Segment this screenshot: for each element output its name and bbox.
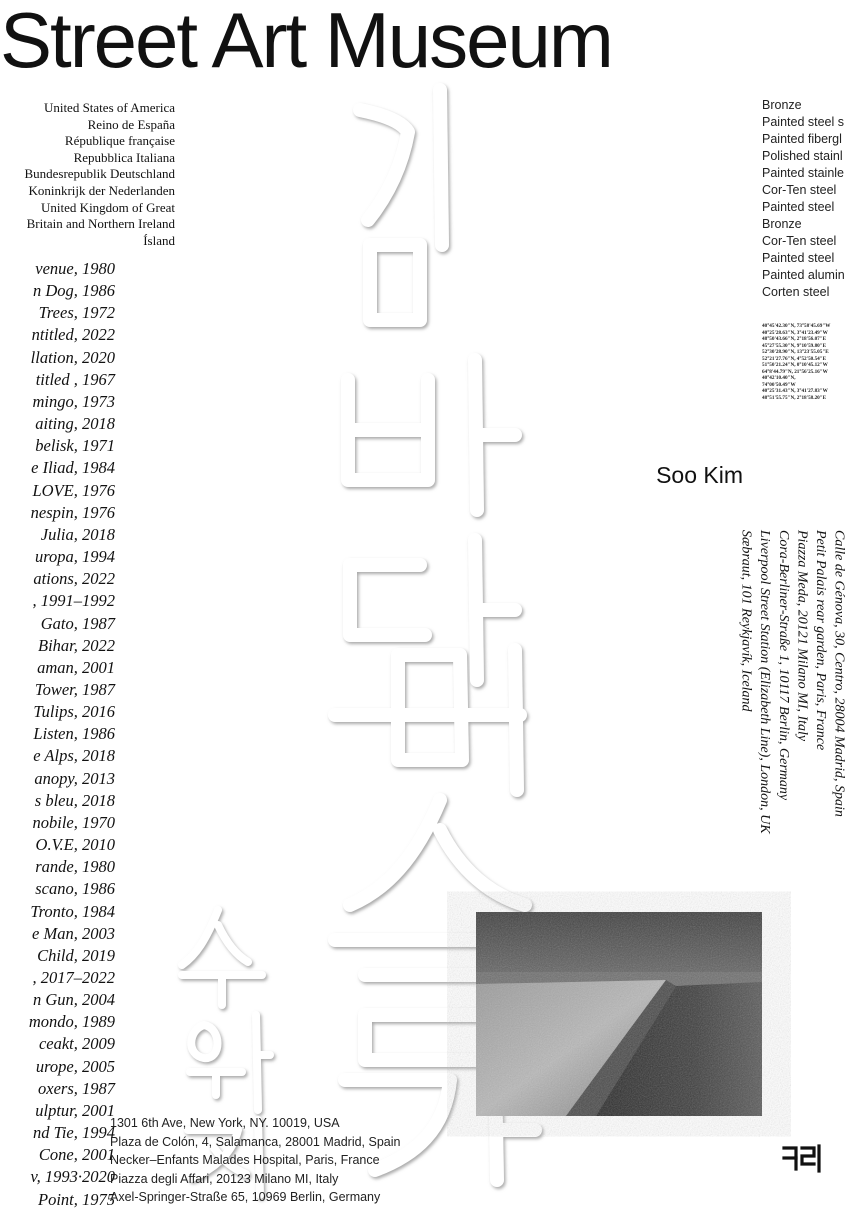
artwork-item: nespin, 1976: [30, 502, 115, 522]
country-item: United States of America: [43, 100, 175, 115]
bottom-address: Plaza de Colón, 4, Salamanca, 28001 Madrid, Spain: [110, 1134, 401, 1149]
artwork-item: ceakt, 2009: [38, 1034, 115, 1054]
material-item: Painted steel: [762, 251, 835, 265]
artwork-item: Cone, 2001: [38, 1145, 115, 1165]
artwork-item: uropa, 1994: [34, 547, 115, 567]
artwork-item: mingo, 1973: [32, 391, 115, 411]
artwork-item: belisk, 1971: [35, 436, 115, 456]
artwork-item: n Gun, 2004: [32, 990, 115, 1010]
coordinate-item: 45°27'55.30"N, 9°10'59.80"E: [762, 342, 827, 349]
artwork-item: Gato, 1987: [40, 613, 115, 633]
artwork-item: s bleu, 2018: [34, 790, 115, 810]
artwork-item: Point, 1975: [38, 1189, 115, 1209]
artwork-list: [29, 258, 115, 1211]
artwork-item: ations, 2022: [33, 569, 115, 589]
coordinate-item: 64°8'44.79"N, 21°56'25.16"W: [762, 368, 828, 375]
material-item: Cor-Ten steel: [762, 234, 837, 248]
vertical-address: Cora-Berliner-Straße 1, 10117 Berlin, Germany: [775, 530, 791, 801]
material-item: Painted fibergl: [762, 132, 842, 146]
artwork-item: Tronto, 1984: [30, 901, 115, 921]
bottom-address-list: [110, 1114, 400, 1207]
coordinate-item: 52°21'27.76"N, 4°52'50.54"E: [762, 355, 827, 362]
material-item: Bronze: [762, 98, 802, 112]
material-item: Painted alumin: [762, 268, 845, 282]
vertical-address: Liverpool Street Station (Elizabeth Line), London, UK: [757, 530, 773, 834]
artwork-item: urope, 2005: [35, 1056, 115, 1076]
coordinate-item: 48°51'55.75"N, 2°18'58.20"E: [762, 394, 827, 401]
country-item: Britain and Northern Ireland: [26, 216, 175, 232]
logo-mark-icon: [782, 1143, 822, 1173]
coordinate-list: [762, 323, 830, 401]
country-item: Repubblica Italiana: [73, 149, 175, 165]
artist-name: Soo Kim: [656, 462, 743, 488]
artwork-item: Tulips, 2016: [33, 702, 115, 722]
material-list: [762, 97, 845, 301]
country-item: Ísland: [143, 232, 175, 248]
vertical-address: Piazza Meda, 20121 Milano MI, Italy: [794, 530, 810, 742]
artwork-item: llation, 2020: [30, 347, 115, 367]
country-item: Koninkrijk der Nederlanden: [28, 182, 175, 198]
country-item: United Kingdom of Great: [41, 199, 175, 215]
artwork-item: Listen, 1986: [33, 724, 115, 744]
bottom-address: Axel-Springer-Straße 65, 10969 Berlin, Germany: [110, 1190, 381, 1204]
material-item: Corten steel: [762, 285, 830, 299]
coordinate-item: 40°45'42.30"N, 73°58'45.69"W: [762, 323, 831, 329]
material-item: Painted steel: [762, 200, 835, 214]
coordinate-item: 40°25'28.63"N, 3°41'23.49"W: [762, 329, 828, 336]
artwork-item: titled , 1967: [35, 369, 115, 389]
artwork-item: LOVE, 1976: [32, 480, 115, 500]
material-item: Bronze: [762, 217, 802, 231]
coordinate-item: 74°00'50.49"W: [762, 381, 796, 388]
bottom-address: Necker–Enfants Malades Hospital, Paris, France: [110, 1153, 380, 1167]
sculpture-photo: [476, 912, 762, 1116]
material-item: Cor-Ten steel: [762, 183, 837, 197]
artwork-item: mondo, 1989: [28, 1012, 115, 1032]
vertical-address: Calle de Génova, 30, Centro, 28004 Madrid, Spain: [831, 530, 847, 817]
coordinate-item: 52°30'28.90"N, 13°23'55.05"E: [762, 349, 829, 355]
coordinate-item: 51°50'21.24"N, 0°10'45.12"W: [762, 362, 828, 368]
artwork-item: aman, 2001: [37, 657, 115, 677]
artwork-item: , 2017–2022: [32, 968, 115, 987]
country-item: Bundesrepublik Deutschland: [24, 166, 175, 182]
vertical-address: Petit Palais rear garden, Paris, France: [812, 530, 828, 751]
artwork-item: ntitled, 2022: [31, 325, 115, 345]
material-item: Painted stainle: [762, 166, 845, 180]
artwork-item: venue, 1980: [35, 259, 115, 278]
country-item: Reino de España: [87, 116, 175, 132]
coordinate-item: 48°50'43.66"N, 2°18'56.07"E: [762, 336, 827, 342]
country-item: République française: [64, 133, 175, 149]
bottom-address: 1301 6th Ave, New York, NY. 10019, USA: [110, 1116, 340, 1130]
artwork-item: O.V.E, 2010: [35, 835, 115, 855]
artwork-item: e Alps, 2018: [33, 746, 115, 766]
artwork-item: n Dog, 1986: [32, 281, 115, 301]
artwork-item: aiting, 2018: [35, 414, 115, 434]
artwork-item: anopy, 2013: [34, 768, 115, 788]
artwork-item: Trees, 1972: [38, 303, 115, 323]
material-item: Polished stainl: [762, 149, 843, 163]
artwork-item: ulptur, 2001: [35, 1100, 115, 1120]
artwork-item: Tower, 1987: [34, 679, 115, 699]
artwork-item: nd Tie, 1994: [32, 1123, 115, 1143]
artwork-item: Bihar, 2022: [37, 635, 115, 655]
artwork-item: e Man, 2003: [32, 923, 115, 943]
poster-title: Street Art Museum: [0, 0, 612, 84]
country-list: [24, 100, 175, 249]
artwork-item: scano, 1986: [35, 879, 115, 899]
vertical-address-block: [736, 530, 848, 930]
artwork-item: , 1991–1992: [32, 591, 115, 611]
artwork-item: rande, 1980: [35, 857, 115, 877]
vertical-address: Sæbraut, 101 Reykjavík, Iceland: [738, 530, 754, 712]
artwork-item: Julia, 2018: [40, 524, 115, 544]
artwork-item: Child, 2019: [37, 945, 115, 965]
artwork-item: e Iliad, 1984: [31, 458, 115, 478]
coordinate-item: 40°25'31.43"N, 3°41'27.83"W: [762, 388, 828, 394]
material-item: Painted steel s: [762, 115, 844, 129]
artwork-item: oxers, 1987: [38, 1078, 115, 1098]
artwork-item: nobile, 1970: [32, 812, 115, 832]
coordinate-item: 40°42'10.40"N,: [762, 375, 796, 381]
bottom-address: Piazza degli Affari, 20123 Milano MI, Italy: [110, 1171, 339, 1186]
artwork-item: v, 1993·2020: [30, 1167, 115, 1187]
